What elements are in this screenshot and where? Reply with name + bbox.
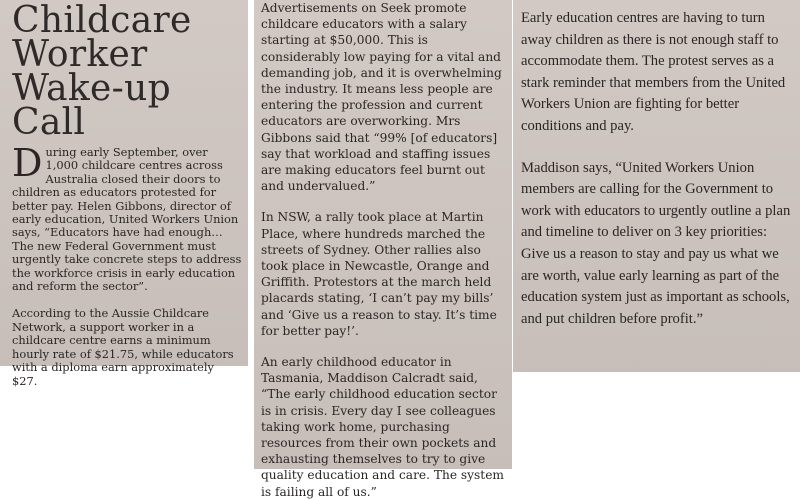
lead-paragraph [12, 141, 242, 294]
drop-cap: D [12, 141, 43, 185]
paragraph-key-priorities: Maddison says, “United Workers Union members are calling for the Government to work with educators to urgently outline a plan and timeline to deliver on 3 key priorities: Give us a reason to stay and pay us what we are worth, value early learning as part of the education system just as important as schools, and put children before profit.” [521, 159, 791, 327]
paragraph-advertisements: Advertisements on Seek promote childcare educators with a salary starting at $50,000. This is considerably low paying for a vital and demanding job, and it is overwhelming the industry. It means less people are entering the profession and current educators are overworking. Mrs Gibbons said that “99% [of educators] say that workload and staffing issues are making educators feel burnt out and undervalued.” [261, 1, 502, 194]
paragraph-nsw-rally: In NSW, a rally took place at Martin Place, where hundreds marched the streets of Sydney. Other rallies also took place in Newcastle, Orange and Griffith. Protestors at the march held placards stating, ‘I can’t pay my bills’ and ‘Give us a reason to stay. It’s time for better pay!’. [261, 210, 497, 338]
article-column-1 [0, 0, 248, 388]
article-column-3 [513, 0, 800, 372]
headline: Childcare Worker Wake-up Call [12, 0, 192, 143]
article-column-2 [254, 0, 512, 499]
paragraph-pay-rates: According to the Aussie Childcare Network, a support worker in a childcare centre earns a minimum hourly rate of $21.75, while educators with a diploma earn approximately $27. [12, 306, 234, 388]
paragraph-turn-away-children: Early education centres are having to turn away children as there is not enough staff to accommodate them. The protest serves as a stark reminder that members from the United Workers Union are fighting for better conditions and pay. [521, 10, 786, 134]
paragraph-tasmania-educator: An early childhood educator in Tasmania, Maddison Calcradt said, “The early childhood education sector is in crisis. Every day I see colleagues taking work home, purchasing resources from their own pockets and exhausting themselves to try to give quality education and care. The system is failing all of us.” [261, 355, 504, 499]
lead-paragraph-text: uring early September, over 1,000 childcare centres across Australia closed their doors to children as educators protested for better pay. Helen Gibbons, director of early education, United Workers Union says, “Educators have had enough… The new Federal Government must urgently take concrete steps to address the workforce crisis in early education and reform the sector”. [12, 145, 242, 294]
